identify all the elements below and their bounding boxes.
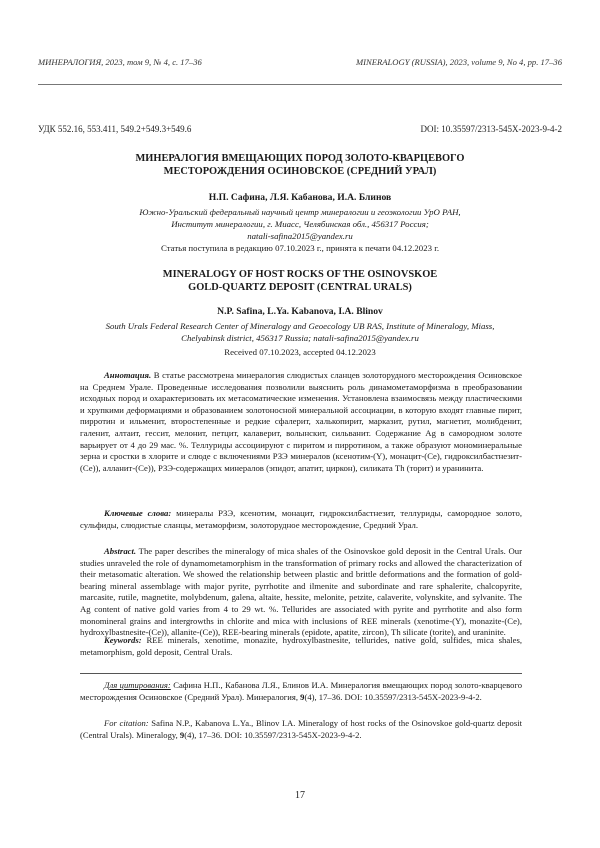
citation-en-pre: Safina N.P., Kabanova L.Ya., Blinov I.A. Mineralogy of host rocks of the Osinovskoe gold-quartz deposit (Central Urals). Mineralogy, (80, 718, 522, 740)
affiliation-ru-line1: Южно-Уральский федеральный научный центр минералогии и геоэкологии УрО РАН, (139, 207, 461, 217)
running-header-ru: МИНЕРАЛОГИЯ, 2023, том 9, № 4, с. 17–36 (38, 57, 202, 67)
udk-code: УДК 552.16, 553.411, 549.2+549.3+549.6 (38, 124, 192, 134)
running-header-en: MINERALOGY (RUSSIA), 2023, volume 9, No 4, pp. 17–36 (356, 57, 562, 67)
title-en (38, 268, 562, 294)
doi: DOI: 10.35597/2313-545X-2023-9-4-2 (420, 124, 562, 134)
affiliation-en-line2: Chelyabinsk district, 456317 Russia; natali-safina2015@yandex.ru (181, 333, 419, 343)
abstract-en (80, 546, 522, 639)
keywords-en (80, 635, 522, 658)
affiliation-ru (60, 206, 540, 242)
title-ru-line2: МЕСТОРОЖДЕНИЯ ОСИНОВСКОЕ (СРЕДНИЙ УРАЛ) (163, 166, 437, 177)
title-en-line2: GOLD-QUARTZ DEPOSIT (CENTRAL URALS) (188, 282, 412, 293)
abstract-en-lead: Abstract. (104, 546, 137, 556)
abstract-ru-text: В статье рассмотрена минералогия слюдистых сланцев золоторудного месторождения Осиновское на Среднем Урале. Проведенные исследования позволили выяснить роль динамометаморфизма в преобразовании исходных пород и охарактеризовать их метасоматические изменения. Установлена взаимосвязь между пластическими и хрупкими деформациями и образованием золотоносной минеральной ассоциации, в которую входят главные пирит, пирротин и ильменит, второстепенные и редкие сфалерит, халькопирит, марказит, рутил, магнетит, молибденит, галенит, алтаит, гессит, мелонит, петцит, калаверит, волынскит, сильванит. Содержание Ag в самородном золоте варьирует от 4 до 29 мас. %. Теллуриды ассоциируют с пиритом и пирротином, а также образуют мономинеральные зерна и сростки в хлорите и слюде с включениями РЗЭ минералов (ксенотим-(Y), монацит-(Ce), гидроксилбастнезит-(Се)), алланит-(Се)), РЗЭ-содержащих минералов (эпидот, апатит, циркон), силиката Th (торит) и уранинита. (80, 370, 522, 473)
citation-ru-pre: Сафина Н.П., Кабанова Л.Я., Блинов И.А. Минералогия вмещающих пород золото-кварцевого месторождения Осиновское (Средний Урал). Минералогия, (80, 680, 522, 702)
abstract-ru (80, 370, 522, 474)
keywords-en-text: REE minerals, xenotime, monazite, hydroxylbastnesite, tellurides, native gold, sulfides, mica shales, metamorphism, gold deposit, Central Urals. (80, 635, 522, 657)
received-ru: Статья поступила в редакцию 07.10.2023 г., принята к печати 04.12.2023 г. (160, 243, 440, 253)
citation-ru-volume: 9 (300, 691, 305, 702)
received-en: Received 07.10.2023, accepted 04.12.2023 (224, 347, 376, 357)
citation-en-volume: 9 (179, 729, 185, 740)
authors-ru: Н.П. Сафина, Л.Я. Кабанова, И.А. Блинов (208, 192, 392, 203)
page-number: 17 (295, 790, 305, 801)
affiliation-en-line1: South Urals Federal Research Center of Mineralogy and Geoecology UB RAS, Institute of Mineralogy, Miass, (105, 321, 495, 331)
header-rule (38, 84, 562, 85)
abstract-ru-lead: Аннотация. (104, 370, 152, 380)
citation-ru (80, 680, 522, 703)
keywords-ru-lead: Ключевые слова: (104, 508, 172, 518)
affiliation-ru-line3: natali-safina2015@yandex.ru (247, 231, 353, 241)
keywords-en-lead: Keywords: (104, 635, 142, 645)
citation-en-lead: For citation: (104, 718, 149, 728)
citation-ru-post: (4), 17–36. DOI: 10.35597/2313-545X-2023-9-4-2. (304, 691, 482, 702)
citation-ru-lead: Для цитирования: (104, 680, 171, 690)
abstract-en-text: The paper describes the mineralogy of mica shales of the Osinovskoe gold deposit in the Central Urals. Our studies unraveled the role of dynamometamorphism in the transformation of primary rocks and allowed the characterization of their metasomatic alteration. We showed the relationship between plastic and brittle deformations and the formation of gold-bearing mineral assemblage with major pyrite, pyrrhotite and ilmenite and subordinate and rare sphalerite, chalcopyrite, marcasite, rutile, magnetite, molybdenum, galena, altaite, hessite, melonite, petzite, calaverite, volynskite, and sylvanite. The Ag content of native gold varies from 4 to 29 wt. %. Tellurides are associated with pyrite and pyrrhotite and also form monomineral grains and intergrowths in chlorite and mica with inclusions of REE minerals (xenotime-(Y), monazite-(Ce), hydroxylbastnesite-(Ce)), allanite-(Ce)), REE-bearing minerals (epidote, apatite, zircon), Th silicate (torite), and uraninite. (80, 546, 522, 638)
title-ru-line1: МИНЕРАЛОГИЯ ВМЕЩАЮЩИХ ПОРОД ЗОЛОТО-КВАРЦЕВОГО (135, 153, 465, 164)
affiliation-en (50, 320, 550, 344)
title-en-line1: MINERALOGY OF HOST ROCKS OF THE OSINOVSKOE (162, 269, 438, 280)
affiliation-ru-line2: Институт минералогии, г. Миасс, Челябинская обл., 456317 Россия; (171, 219, 429, 229)
citation-en (80, 718, 522, 741)
keywords-ru (80, 508, 522, 531)
authors-en: N.P. Safina, L.Ya. Kabanova, I.A. Blinov (217, 306, 383, 317)
keywords-ru-text: минералы РЗЭ, ксенотим, монацит, гидроксилбастнезит, теллуриды, самородное золото, сульфиды, слюдистые сланцы, метаморфизм, золоторудное месторождение, Средний Урал. (80, 508, 523, 530)
citation-en-post: (4), 17–36. DOI: 10.35597/2313-545X-2023-9-4-2. (184, 729, 362, 740)
title-ru (38, 152, 562, 178)
citation-rule (80, 673, 522, 674)
